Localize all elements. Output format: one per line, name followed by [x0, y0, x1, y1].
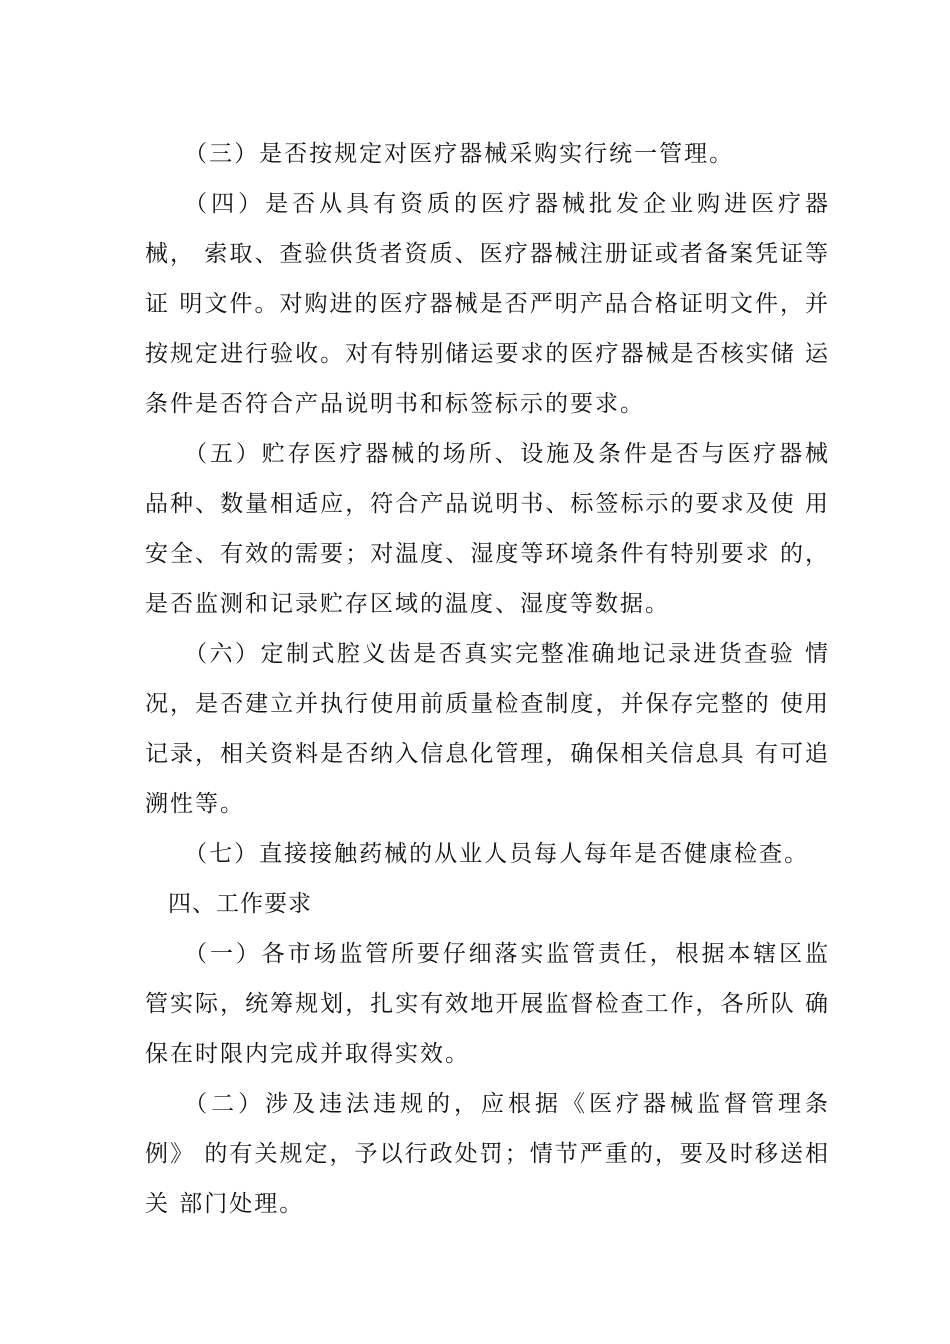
paragraph-storage-conditions: （五）贮存医疗器械的场所、设施及条件是否与医疗器械 品种、数量相适应，符合产品说明书、标签标示的要求及使 用安全、有效的需要；对温度、湿度等环境条件有特别要求 的，是否监测和记录贮存区域的温度、湿度等数据。: [145, 441, 830, 617]
paragraph-supplier-verification: （四）是否从具有资质的医疗器械批发企业购进医疗器械， 索取、查验供货者资质、医疗器械注册证或者备案凭证等证 明文件。对购进的医疗器械是否严明产品合格证明文件，并 按规定进行验收。对有特别储运要求的医疗器械是否核实储 运条件是否符合产品说明书和标签标示的要求。: [145, 191, 830, 417]
paragraph-violation-handling: （二）涉及违法违规的，应根据《医疗器械监督管理条例》 的有关规定，予以行政处罚；情节严重的，要及时移送相关 部门处理。: [145, 1091, 830, 1217]
paragraph-custom-dentures: （六）定制式腔义齿是否真实完整准确地记录进货查验 情况，是否建立并执行使用前质量检查制度，并保存完整的 使用记录，相关资料是否纳入信息化管理，确保相关信息具 有可追溯性等。: [145, 641, 830, 817]
paragraph-procurement-management: （三）是否按规定对医疗器械采购实行统一管理。: [184, 141, 735, 167]
document-body: [145, 129, 830, 1229]
section-heading-work-requirements: 四、工作要求: [168, 891, 312, 917]
paragraph-health-check: （七）直接接触药械的从业人员每人每年是否健康检查。: [184, 841, 810, 867]
paragraph-supervision-responsibility: （一）各市场监管所要仔细落实监管责任，根据本辖区监 管实际，统筹规划，扎实有效地开展监督检查工作，各所队 确保在时限内完成并取得实效。: [145, 941, 830, 1067]
